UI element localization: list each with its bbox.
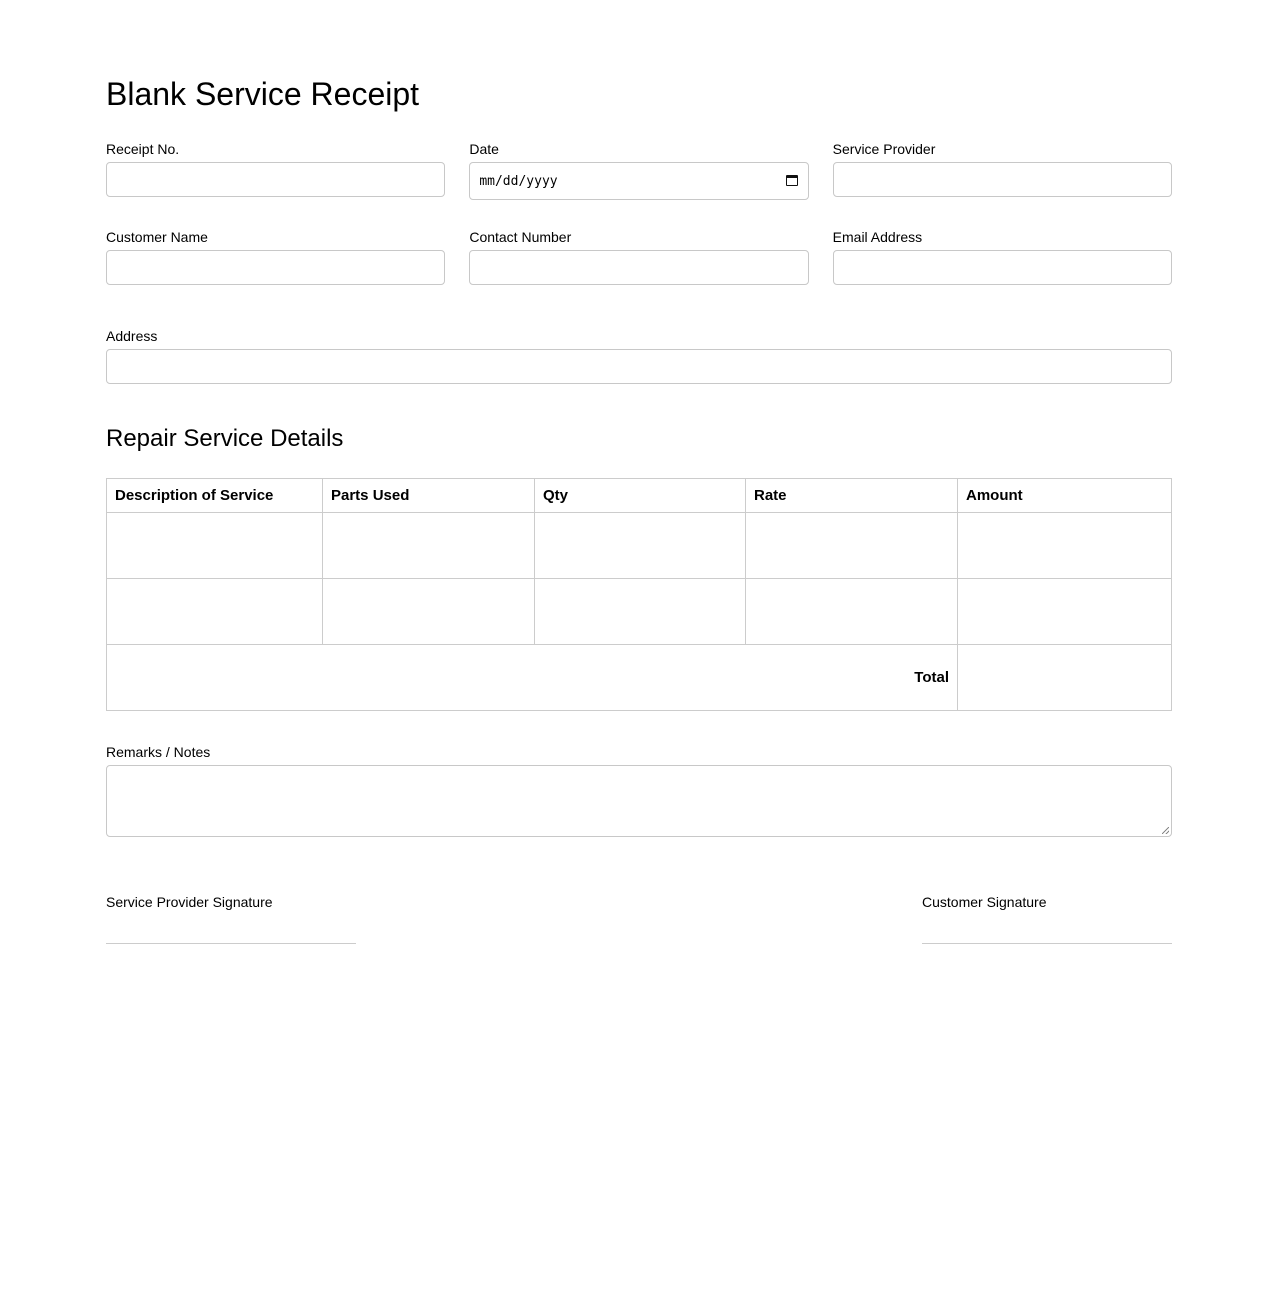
total-row xyxy=(107,645,1172,711)
customer-name-label: Customer Name xyxy=(106,229,208,245)
table-cell[interactable] xyxy=(958,579,1172,645)
table-row xyxy=(107,579,1172,645)
column-header: Parts Used xyxy=(323,479,535,513)
email-address-label: Email Address xyxy=(832,229,923,245)
date-input[interactable] xyxy=(469,162,808,200)
customer-signature-label: Customer Signature xyxy=(922,894,1047,910)
total-value[interactable] xyxy=(958,645,1172,711)
service-provider-label: Service Provider xyxy=(832,141,936,157)
table-cell[interactable] xyxy=(323,579,535,645)
service-details-table xyxy=(106,478,1172,711)
page-title: Blank Service Receipt xyxy=(106,76,420,112)
section-heading: Repair Service Details xyxy=(106,425,344,452)
date-placeholder: mm/dd/yyyy xyxy=(479,173,558,189)
remarks-textarea[interactable] xyxy=(106,765,1172,837)
table-cell[interactable] xyxy=(535,513,746,579)
table-cell[interactable] xyxy=(107,513,323,579)
customer-signature xyxy=(922,893,1172,944)
table-cell[interactable] xyxy=(323,513,535,579)
customer-name-input[interactable] xyxy=(106,250,445,285)
resize-grip-icon[interactable] xyxy=(1162,827,1169,834)
provider-signature-label: Service Provider Signature xyxy=(106,894,273,910)
date-label: Date xyxy=(469,141,499,157)
receipt-form xyxy=(106,0,1172,944)
table-cell[interactable] xyxy=(746,579,958,645)
receipt-no-input[interactable] xyxy=(106,162,445,197)
receipt-no-label: Receipt No. xyxy=(106,141,180,157)
provider-signature xyxy=(106,893,356,944)
address-label: Address xyxy=(106,328,158,344)
address-input[interactable] xyxy=(106,349,1172,384)
table-cell[interactable] xyxy=(535,579,746,645)
table-row xyxy=(107,513,1172,579)
column-header: Qty xyxy=(535,479,746,513)
column-header: Description of Service xyxy=(107,479,323,513)
column-header: Amount xyxy=(958,479,1172,513)
table-cell[interactable] xyxy=(107,579,323,645)
service-provider-input[interactable] xyxy=(833,162,1172,197)
remarks-label: Remarks / Notes xyxy=(106,744,211,760)
total-label: Total xyxy=(107,645,958,711)
customer-signature-line xyxy=(922,935,1172,944)
provider-signature-line xyxy=(106,935,356,944)
calendar-icon[interactable] xyxy=(786,175,798,186)
contact-number-label: Contact Number xyxy=(469,229,572,245)
table-header-row xyxy=(107,479,1172,513)
contact-number-input[interactable] xyxy=(469,250,808,285)
email-address-input[interactable] xyxy=(833,250,1172,285)
table-cell[interactable] xyxy=(958,513,1172,579)
table-cell[interactable] xyxy=(746,513,958,579)
column-header: Rate xyxy=(746,479,958,513)
